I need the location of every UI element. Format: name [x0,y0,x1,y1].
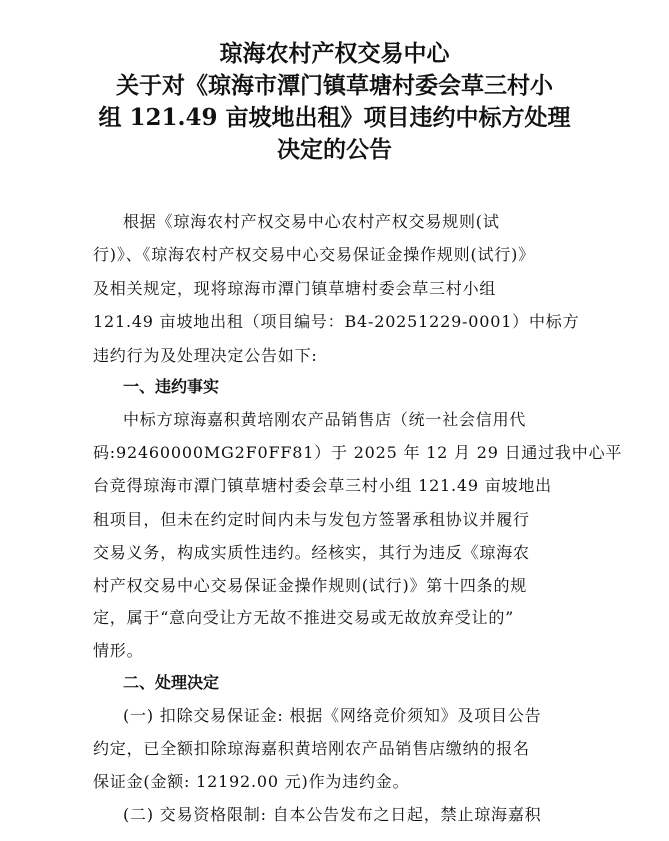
section1-line: 码:92460000MG2F0FF81）于 2025 年 12 月 29 日通过我中心平 [93,443,623,462]
title-line: 组 121.49 亩坡地出租》项目违约中标方处理 [98,104,571,131]
title-line: 琼海农村产权交易中心 [219,40,450,67]
section-heading: 一、违约事实 [123,377,220,396]
intro-line: 行)》、《琼海农村产权交易中心交易保证金操作规则(试行)》 [93,245,535,264]
section2-line: 保证金(金额: 12192.00 元)作为违约金。 [93,772,410,791]
section1-line: 定，属于“意向受让方无故不推进交易或无故放弃受让的” [93,608,515,627]
section1-line: 台竞得琼海市潭门镇草塘村委会草三村小组 121.49 亩坡地出 [93,476,552,495]
section2-line: (二) 交易资格限制: 自本公告发布之日起，禁止琼海嘉积 [123,805,542,824]
section1-line: 村产权交易中心交易保证金操作规则(试行)》第十四条的规 [93,576,528,595]
section-heading: 二、处理决定 [123,673,220,692]
announcement-title [60,38,609,166]
title-line: 关于对《琼海市潭门镇草塘村委会草三村小 [116,72,553,99]
section1-line: 交易义务，构成实质性违约。经核实，其行为违反《琼海农 [93,543,530,562]
section1-line: 租项目，但未在约定时间内未与发包方签署承租协议并履行 [93,510,530,529]
intro-line: 根据《琼海农村产权交易中心农村产权交易规则(试 [123,212,500,231]
intro-line: 121.49 亩坡地出租（项目编号：B4-20251229-0001）中标方 [93,312,580,331]
section1-line: 情形。 [93,641,144,660]
title-line: 决定的公告 [277,136,392,163]
section2-line: (一) 扣除交易保证金: 根据《网络竞价须知》及项目公告 [123,706,542,725]
section1-line: 中标方琼海嘉积黄培刚农产品销售店（统一社会信用代 [123,410,527,429]
intro-line: 违约行为及处理决定公告如下: [93,346,318,365]
section2-line: 约定，已全额扣除琼海嘉积黄培刚农产品销售店缴纳的报名 [93,739,530,758]
intro-line: 及相关规定，现将琼海市潭门镇草塘村委会草三村小组 [93,279,497,298]
